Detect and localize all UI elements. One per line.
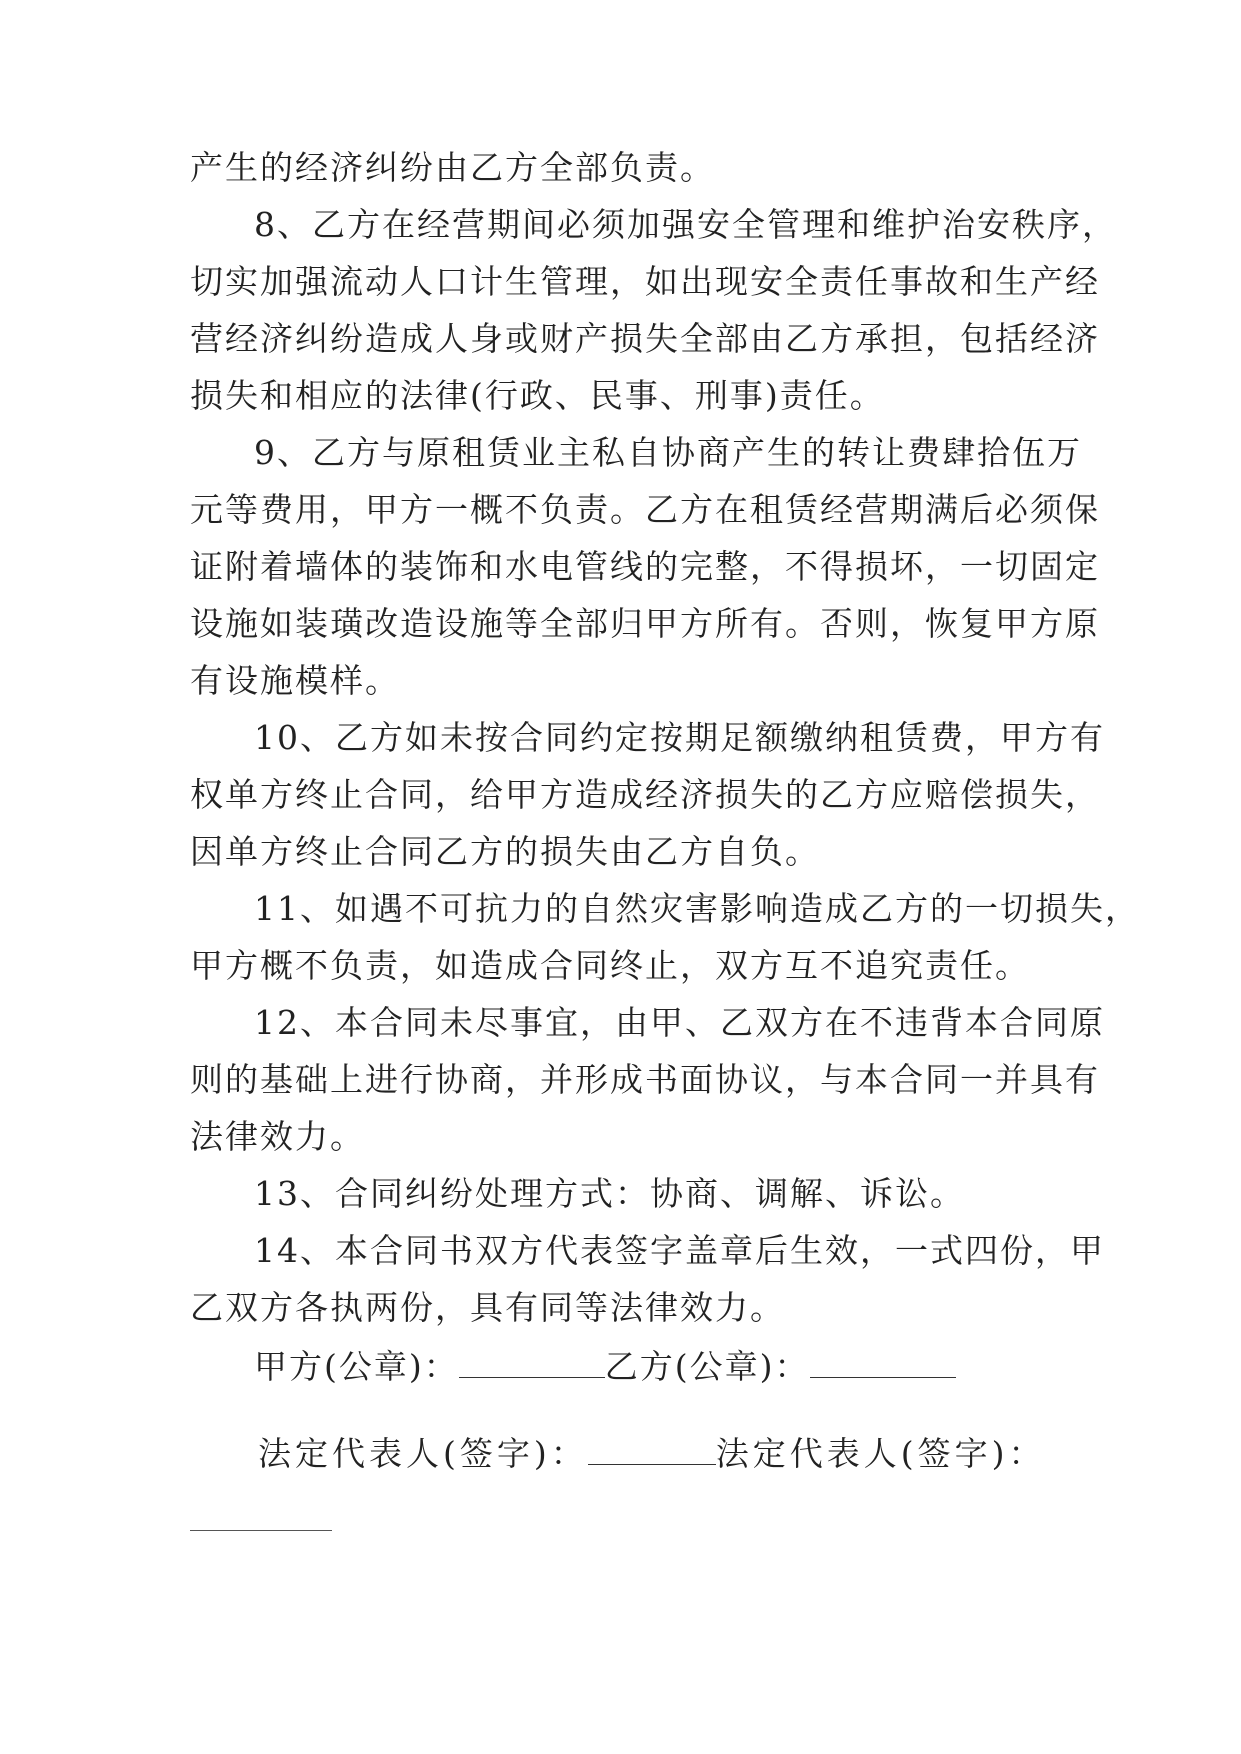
rep-a-label: 法定代表人(签字)： [258,1434,588,1473]
clause-9-line: 9、乙方与原租赁业主私自协商产生的转让费肆拾伍万 [254,433,1082,472]
text-line: 证附着墙体的装饰和水电管线的完整，不得损坏，一切固定 [190,547,1100,586]
rep-b-label: 法定代表人(签字)： [715,1434,1046,1473]
clause-8-line: 8、乙方在经营期间必须加强安全管理和维护治安秩序， [254,205,1117,244]
clause-13-line: 13、合同纠纷处理方式：协商、调解、诉讼。 [254,1174,965,1213]
text-line: 元等费用，甲方一概不负责。乙方在租赁经营期满后必须保 [190,490,1100,529]
text-line: 有设施模样。 [190,661,400,700]
clause-10-line: 10、乙方如未按合同约定按期足额缴纳租赁费，甲方有 [254,718,1105,757]
text-line: 营经济纠纷造成人身或财产损失全部由乙方承担，包括经济 [190,319,1100,358]
text-line: 则的基础上进行协商，并形成书面协议，与本合同一并具有 [190,1060,1100,1099]
clause-11-line: 11、如遇不可抗力的自然灾害影响造成乙方的一切损失， [254,889,1140,928]
text-line: 设施如装璜改造设施等全部归甲方所有。否则，恢复甲方原 [190,604,1100,643]
representative-signature-row [258,1432,1046,1474]
text-line: 乙双方各执两份，具有同等法律效力。 [190,1288,785,1327]
text-line: 法律效力。 [190,1117,365,1156]
text-line: 甲方概不负责，如造成合同终止，双方互不追究责任。 [190,946,1030,985]
text-line: 产生的经济纠纷由乙方全部负责。 [190,148,715,187]
party-b-seal-blank [810,1345,956,1378]
text-line: 权单方终止合同，给甲方造成经济损失的乙方应赔偿损失， [190,775,1100,814]
party-b-label: 乙方(公章)： [604,1347,810,1386]
text-line: 损失和相应的法律(行政、民事、刑事)责任。 [190,376,885,415]
rep-b-signature-blank [190,1530,332,1531]
party-a-label: 甲方(公章)： [254,1347,459,1386]
rep-a-signature-blank [588,1432,716,1465]
party-signature-row [254,1345,956,1387]
text-line: 因单方终止合同乙方的损失由乙方自负。 [190,832,820,871]
text-line: 切实加强流动人口计生管理，如出现安全责任事故和生产经 [190,262,1100,301]
clause-12-line: 12、本合同未尽事宜，由甲、乙双方在不违背本合同原 [254,1003,1105,1042]
party-a-seal-blank [459,1345,605,1378]
clause-14-line: 14、本合同书双方代表签字盖章后生效，一式四份，甲 [254,1231,1105,1270]
